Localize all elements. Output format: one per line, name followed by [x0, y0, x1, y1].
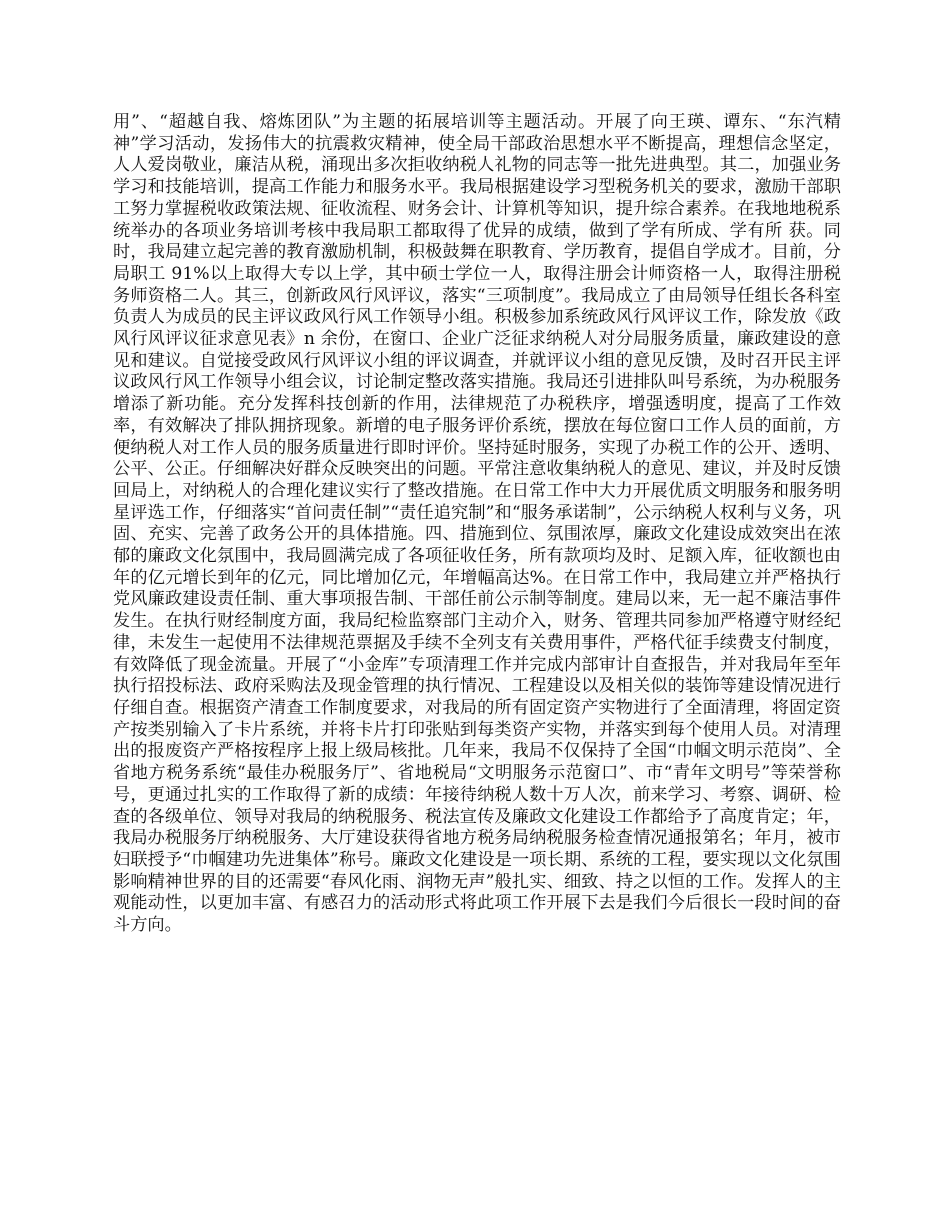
document-body	[113, 112, 841, 937]
body-paragraph: 用”、“超越自我、熔炼团队”为主题的拓展培训等主题活动。开展了向王瑛、谭东、“东汽精神”学习活动，发扬伟大的抗震救灾精神，使全局干部政治思想水平不断提高，理想信念坚定，人人爱岗敬业，廉洁从税，涌现出多次拒收纳税人礼物的同志等一批先进典型。其二，加强业务学习和技能培训，提高工作能力和服务水平。我局根据建设学习型税务机关的要求，激励干部职工努力掌握税收政策法规、征收流程、财务会计、计算机等知识，提升综合素养。在我地地税系统举办的各项业务培训考核中我局职工都取得了优异的成绩，做到了学有所成、学有所 获。同时，我局建立起完善的教育激励机制，积极鼓舞在职教育、学历教育，提倡自学成才。目前，分局职工 91%以上取得大专以上学，其中硕士学位一人，取得注册会计师资格一人，取得注册税务师资格二人。其三，创新政风行风评议，落实“三项制度”。我局成立了由局领导任组长各科室负责人为成员的民主评议政风行风工作领导小组。积极参加系统政风行风评议工作，除发放《政风行风评议征求意见表》n 余份，在窗口、企业广泛征求纳税人对分局服务质量，廉政建设的意见和建议。自觉接受政风行风评议小组的评议调查，并就评议小组的意见反馈，及时召开民主评议政风行风工作领导小组会议，讨论制定整改落实措施。我局还引进排队叫号系统，为办税服务增添了新功能。充分发挥科技创新的作用，法律规范了办税秩序，增强透明度，提高了工作效率，有效解决了排队拥挤现象。新增的电子服务评价系统，摆放在每位窗口工作人员的面前，方便纳税人对工作人员的服务质量进行即时评价。坚持延时服务，实现了办税工作的公开、透明、公平、公正。仔细解决好群众反映突出的问题。平常注意收集纳税人的意见、建议，并及时反馈回局上，对纳税人的合理化建议实行了整改措施。在日常工作中大力开展优质文明服务和服务明星评选工作，仔细落实“首问责任制”“责任追究制”和“服务承诺制”，公示纳税人权利与义务，巩固、充实、完善了政务公开的具体措施。四、措施到位、氛围浓厚，廉政文化建设成效突出在浓郁的廉政文化氛围中，我局圆满完成了各项征收任务，所有款项均及时、足额入库，征收额也由年的亿元增长到年的亿元，同比增加亿元，年增幅高达%。在日常工作中，我局建立并严格执行党风廉政建设责任制、重大事项报告制、干部任前公示制等制度。建局以来，无一起不廉洁事件发生。在执行财经制度方面，我局纪检监察部门主动介入，财务、管理共同参加严格遵守财经纪律，未发生一起使用不法律规范票据及手续不全列支有关费用事件，严格代征手续费支付制度，有效降低了现金流量。开展了“小金库”专项清理工作并完成内部审计自查报告，并对我局年至年执行招投标法、政府采购法及现金管理的执行情况、工程建设以及相关似的装饰等建设情况进行仔细自查。根据资产清查工作制度要求，对我局的所有固定资产实物进行了全面清理，将固定资产按类别输入了卡片系统，并将卡片打印张贴到每类资产实物，并落实到每个使用人员。对清理出的报废资产严格按程序上报上级局核批。几年来，我局不仅保持了全国“巾帼文明示范岗”、全省地方税务系统“最佳办税服务厅”、省地税局“文明服务示范窗口”、市“青年文明号”等荣誉称号，更通过扎实的工作取得了新的成绩：年接待纳税人数十万人次，前来学习、考察、调研、检查的各级单位、领导对我局的纳税服务、税法宣传及廉政文化建设工作都给予了高度肯定；年，我局办税服务厅纳税服务、大厅建设获得省地方税务局纳税服务检查情况通报第名；年月，被市妇联授予“巾帼建功先进集体”称号。廉政文化建设是一项长期、系统的工程，要实现以文化氛围影响精神世界的目的还需要“春风化雨、润物无声”般扎实、细致、持之以恒的工作。发挥人的主观能动性，以更加丰富、有感召力的活动形式将此项工作开展下去是我们今后很长一段时间的奋斗方向。	[113, 112, 841, 936]
